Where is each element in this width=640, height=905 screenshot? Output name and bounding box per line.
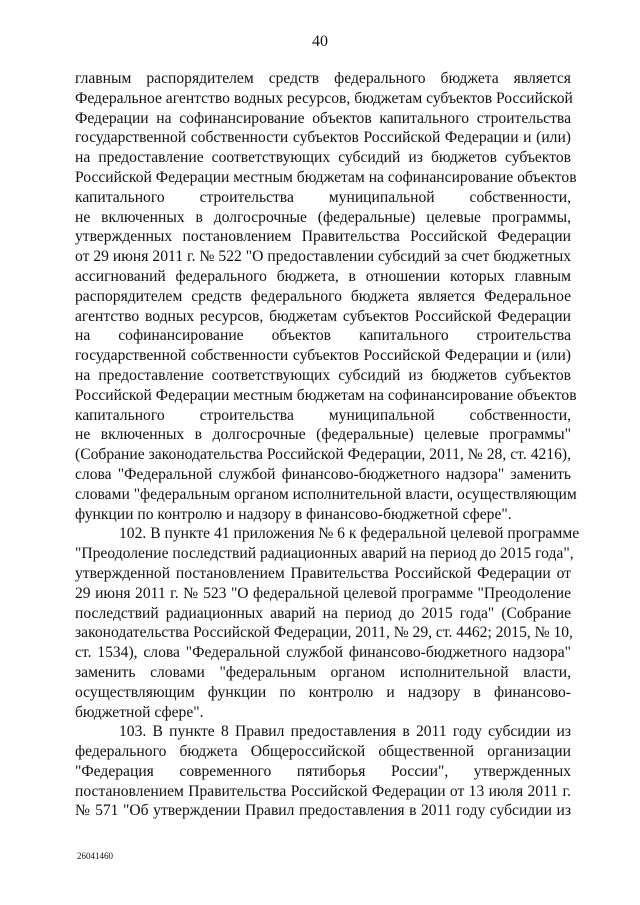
text-line: ассигнований федерального бюджета, в отношении которых главным [75,267,571,285]
paragraph-continuation [75,69,577,524]
text-line: № 571 "Об утверждении Правил предоставления в 2011 году субсидии из [75,802,571,820]
text-line: агентство водных ресурсов, бюджетам субъектов Российской Федерации [75,307,571,325]
text-line: Федеральное агентство водных ресурсов, бюджетам субъектов Российской [75,89,573,107]
text-line: не включенных в долгосрочные (федеральные) целевые программы" [75,426,571,444]
text-line: 29 июня 2011 г. № 523 "О федеральной целевой программе "Преодоление [75,584,571,602]
text-line: на предоставление соответствующих субсидий из бюджетов субъектов [75,366,571,384]
text-line: (Собрание законодательства Российской Федерации, 2011, № 28, ст. 4216), [75,446,571,464]
page-number: 40 [312,33,328,50]
text-line: заменить словами "федеральным органом исполнительной власти, [75,663,571,681]
text-line: постановлением Правительства Российской Федерации от 13 июля 2011 г. [75,782,571,800]
text-line: осуществляющим функции по контролю и надзору в финансово- [75,683,571,701]
text-line: государственной собственности субъектов Российской Федерации и (или) [75,347,571,365]
text-line: последствий радиационных аварий на период до 2015 года" (Собрание [75,604,571,622]
text-line: на предоставление соответствующих субсидий из бюджетов субъектов [75,149,571,167]
text-line: не включенных в долгосрочные (федеральные) целевые программы, [75,208,571,226]
text-line: "Федерация современного пятиборья России", утвержденных [75,762,571,780]
text-line: утвержденной постановлением Правительства Российской Федерации от [75,564,571,582]
text-line: Российской Федерации местным бюджетам на софинансирование объектов [75,168,577,186]
document-code: 26041460 [77,851,113,861]
text-line: слова "Федеральной службой финансово-бюджетного надзора" заменить [75,465,571,483]
text-line: утвержденных постановлением Правительства Российской Федерации [75,228,571,246]
text-line: 102. В пункте 41 приложения № 6 к федеральной целевой программе [119,525,580,543]
text-line: распорядителем средств федерального бюджета является Федеральное [75,287,571,305]
text-line: функции по контролю и надзору в финансово-бюджетной сфере". [75,505,512,523]
text-line: 103. В пункте 8 Правил предоставления в 2011 году субсидии из [119,723,571,741]
text-line: Российской Федерации местным бюджетам на софинансирование объектов [75,386,577,404]
text-line: капитального строительства муниципальной собственности, [75,406,571,424]
text-line: на софинансирование объектов капитального строительства [75,327,571,345]
text-line: капитального строительства муниципальной собственности, [75,188,571,206]
text-line: главным распорядителем средств федерального бюджета является [75,70,571,87]
text-line: от 29 июня 2011 г. № 522 "О предоставлении субсидий за счет бюджетных [75,248,571,266]
text-line: словами "федеральным органом исполнительной власти, осуществляющим [75,485,577,503]
document-body [75,69,580,821]
text-line: законодательства Российской Федерации, 2011, № 29, ст. 4462; 2015, № 10, [75,624,573,642]
paragraph-item-103 [75,722,571,821]
paragraph-item-102 [75,524,580,722]
text-line: Федерации на софинансирование объектов капитального строительства [75,109,571,127]
text-line: федерального бюджета Общероссийской общественной организации [75,743,571,761]
text-line: ст. 1534), слова "Федеральной службой финансово-бюджетного надзора" [75,644,571,662]
text-line: бюджетной сфере". [75,703,204,721]
text-line: "Преодоление последствий радиационных аварий на период до 2015 года", [75,545,574,563]
text-line: государственной собственности субъектов Российской Федерации и (или) [75,129,571,147]
